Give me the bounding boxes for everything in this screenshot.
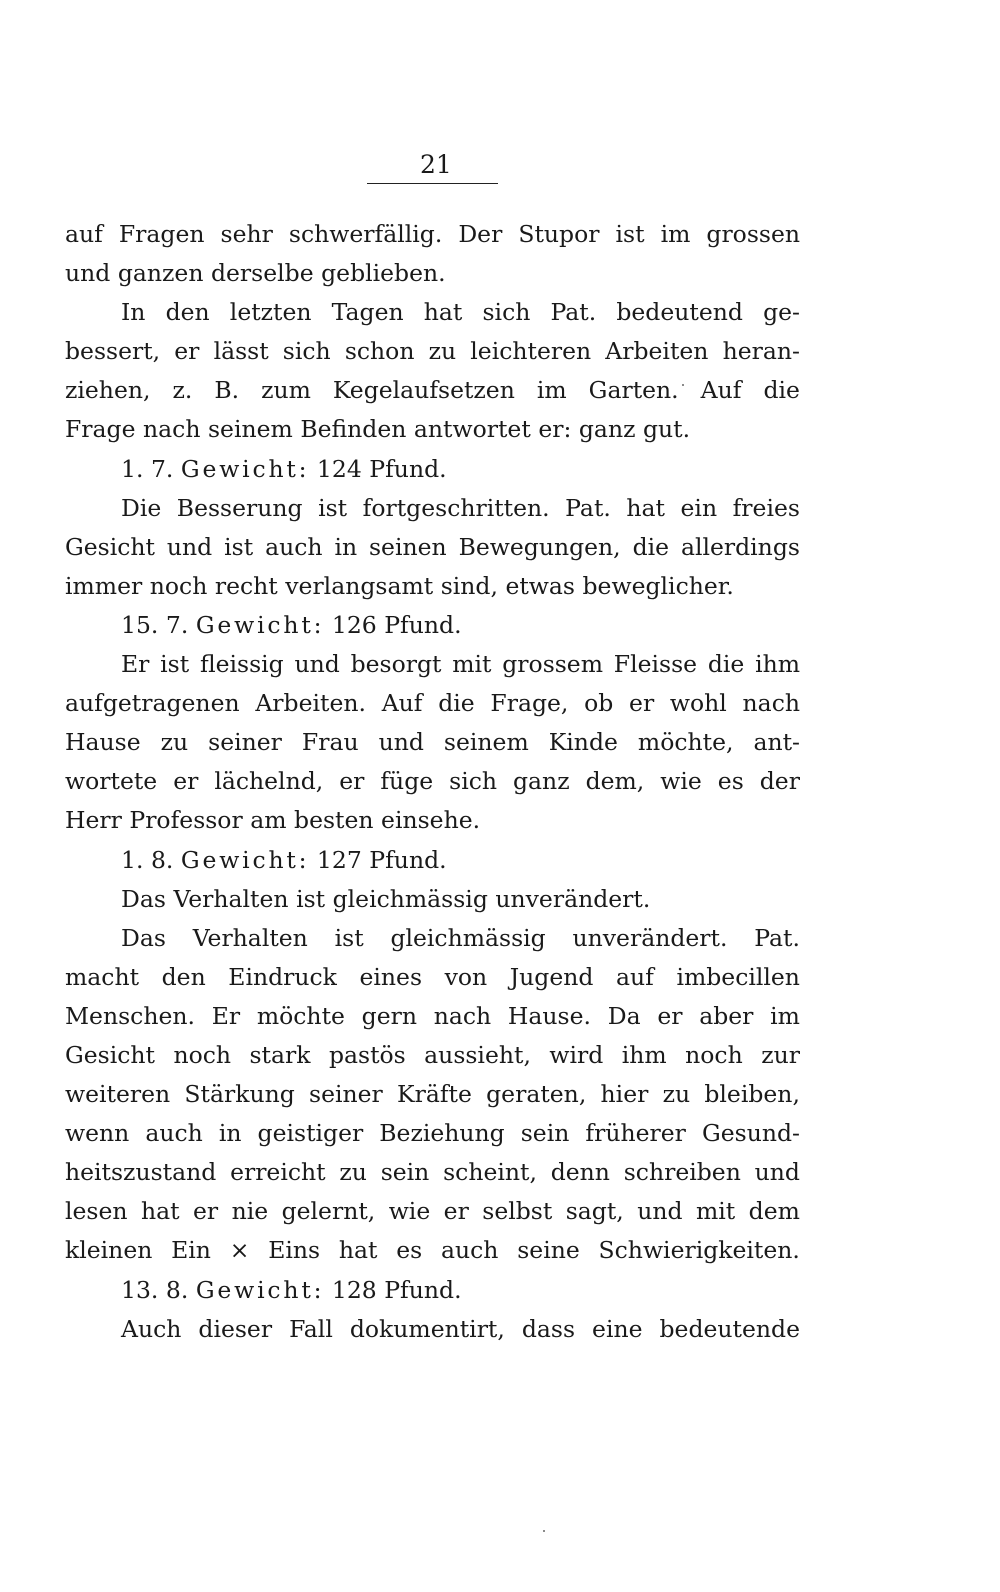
- word: Pat.: [565, 493, 611, 522]
- word: ant-: [753, 728, 800, 757]
- word: zur: [761, 1040, 800, 1069]
- word: gleichmässig: [332, 884, 488, 913]
- word: schon: [344, 337, 415, 366]
- word: selbst: [482, 1197, 553, 1226]
- word: Herr: [65, 806, 122, 835]
- word: seinem: [443, 728, 529, 757]
- word: möchte: [256, 1001, 345, 1030]
- speck: [543, 1530, 545, 1532]
- word: ist: [615, 220, 645, 248]
- text-line: [65, 645, 800, 684]
- word: wohl: [669, 689, 727, 718]
- word: sind,: [440, 571, 498, 600]
- page-number: 21: [420, 150, 452, 179]
- word: er: [193, 1197, 219, 1226]
- word: scheint,: [443, 1158, 537, 1187]
- word: zu: [339, 1158, 367, 1187]
- word: Menschen.: [65, 1001, 195, 1030]
- word: wie: [660, 767, 702, 796]
- word: er: [657, 1001, 683, 1030]
- word: ganz: [513, 767, 570, 796]
- word: wenn: [65, 1119, 130, 1148]
- word: Pat.: [754, 923, 800, 952]
- word: im: [536, 376, 567, 405]
- text-line: [65, 1114, 800, 1153]
- word: bedeutend: [616, 298, 743, 327]
- word: zu: [160, 728, 189, 757]
- word: Hause: [65, 728, 141, 757]
- word: 1.: [121, 454, 144, 483]
- word: Auf: [381, 689, 423, 718]
- word: ein: [680, 493, 718, 522]
- word: gut.: [642, 415, 691, 444]
- text-line: [65, 410, 800, 449]
- word: 126: [331, 610, 377, 639]
- word: lächelnd,: [214, 767, 324, 796]
- text-line: [65, 1192, 800, 1231]
- word: Auch: [121, 1314, 182, 1343]
- word: schwerfällig.: [288, 220, 443, 248]
- word: im: [660, 220, 691, 248]
- word: geistiger: [257, 1119, 364, 1148]
- text-line: [65, 919, 800, 958]
- text-line: [65, 332, 800, 371]
- word: ist: [334, 923, 364, 952]
- word: schreiben: [623, 1158, 741, 1187]
- word: der: [759, 767, 800, 796]
- word: auf: [65, 220, 103, 248]
- word: und: [294, 650, 340, 679]
- text-line: [65, 1036, 800, 1075]
- text-line: [65, 489, 800, 528]
- word: ganzen: [117, 259, 204, 288]
- text-line: [65, 567, 800, 606]
- word: ihm: [621, 1040, 667, 1069]
- word: noch: [173, 1040, 232, 1069]
- word: gleichmässig: [390, 923, 546, 952]
- word: Verhalten: [173, 884, 289, 913]
- word: Kräfte: [397, 1080, 472, 1109]
- word: er: [174, 337, 200, 366]
- word: Bewegungen,: [458, 532, 621, 561]
- word: leichteren: [470, 337, 592, 366]
- word: nach: [742, 689, 800, 718]
- word: freies: [732, 493, 800, 522]
- word: lesen: [65, 1197, 128, 1226]
- word: recht: [214, 571, 278, 600]
- word: imbecillen: [676, 962, 800, 991]
- word: die: [438, 689, 475, 718]
- word: dieser: [198, 1314, 273, 1343]
- word: noch: [149, 571, 208, 600]
- word: Frage: [65, 415, 136, 444]
- word: sein: [520, 1119, 570, 1148]
- body-text: [65, 215, 800, 1349]
- word: 7.: [165, 610, 189, 639]
- word: auf: [616, 962, 654, 991]
- text-line: [65, 528, 800, 567]
- word: es: [396, 1236, 423, 1265]
- text-line: [65, 880, 800, 919]
- word: heitszustand: [65, 1158, 217, 1187]
- word: Stärkung: [184, 1080, 295, 1109]
- word: seine: [517, 1236, 580, 1265]
- word: Befinden: [300, 415, 407, 444]
- word: sagt,: [565, 1197, 624, 1226]
- text-line: [65, 997, 800, 1036]
- word: Kinde: [548, 728, 618, 757]
- text-line: [65, 254, 800, 293]
- word: aussieht,: [424, 1040, 531, 1069]
- word: Hause.: [507, 1001, 591, 1030]
- word: hat: [140, 1197, 180, 1226]
- word: füge: [380, 767, 434, 796]
- word: ziehen,: [65, 376, 151, 405]
- word: geraten,: [486, 1080, 587, 1109]
- word: unverändert.: [495, 884, 651, 913]
- word: früherer: [585, 1119, 686, 1148]
- word: besten: [294, 806, 374, 835]
- word: und: [637, 1197, 683, 1226]
- word: zu: [428, 337, 457, 366]
- word: letzten: [229, 298, 312, 327]
- word: und: [166, 532, 213, 561]
- word: und: [65, 259, 111, 288]
- word: ist: [160, 650, 190, 679]
- word: grossen: [706, 220, 800, 248]
- word: mit: [695, 1197, 736, 1226]
- word: ist: [296, 884, 326, 913]
- word: hat: [626, 493, 665, 522]
- word: Pfund.: [369, 845, 447, 874]
- word: sich: [449, 767, 498, 796]
- word: Arbeiten: [605, 337, 709, 366]
- word: er: [173, 767, 199, 796]
- word: fortgeschritten.: [362, 493, 550, 522]
- word: zu: [662, 1080, 691, 1109]
- word: weiteren: [65, 1080, 171, 1109]
- word: ×: [229, 1236, 250, 1265]
- text-line: [65, 958, 800, 997]
- word: Der: [458, 220, 503, 248]
- word: In: [121, 298, 146, 327]
- word: 7.: [150, 454, 174, 483]
- word: zum: [261, 376, 311, 405]
- text-line: [65, 801, 800, 840]
- word: sich: [282, 337, 331, 366]
- word: möchte,: [637, 728, 734, 757]
- word: pastös: [328, 1040, 406, 1069]
- word: Stupor: [518, 220, 600, 248]
- word: Er: [121, 650, 150, 679]
- word: Frau: [301, 728, 359, 757]
- word: fleissig: [199, 650, 284, 679]
- word: 128: [331, 1275, 377, 1304]
- word: grossem: [502, 650, 604, 679]
- word: ge-: [763, 298, 800, 327]
- word: geblieben.: [321, 259, 446, 288]
- word: Professor: [129, 806, 243, 835]
- word: auch: [265, 532, 323, 561]
- word: eines: [359, 962, 423, 991]
- word: 8.: [165, 1275, 189, 1304]
- word: Gewicht:: [195, 1275, 325, 1304]
- word: Gesicht: [65, 1040, 155, 1069]
- word: und: [378, 728, 424, 757]
- word: nach: [143, 415, 201, 444]
- word: 13.: [121, 1275, 159, 1304]
- speck: [682, 384, 684, 386]
- word: er: [629, 689, 655, 718]
- word: dem: [748, 1197, 800, 1226]
- word: etwas: [505, 571, 575, 600]
- word: einsehe.: [381, 806, 481, 835]
- word: Schwierigkeiten.: [598, 1236, 800, 1265]
- word: er: [443, 1197, 469, 1226]
- word: Gewicht:: [180, 454, 310, 483]
- word: sehr: [220, 220, 273, 248]
- word: aber: [699, 1001, 754, 1030]
- text-line: [65, 762, 800, 801]
- word: sich: [482, 298, 531, 327]
- word: unverändert.: [572, 923, 728, 952]
- word: Das: [121, 884, 166, 913]
- word: Kegelaufsetzen: [332, 376, 515, 405]
- word: wird: [549, 1040, 604, 1069]
- word: seinen: [369, 532, 447, 561]
- text-line: [65, 293, 800, 332]
- word: seiner: [309, 1080, 383, 1109]
- word: ganz: [578, 415, 636, 444]
- word: Eindruck: [228, 962, 337, 991]
- word: und: [754, 1158, 800, 1187]
- word: dokumentirt,: [349, 1314, 505, 1343]
- word: ihm: [755, 650, 800, 679]
- word: auch: [145, 1119, 203, 1148]
- word: kleinen: [65, 1236, 153, 1265]
- word: wie: [388, 1197, 431, 1226]
- text-line: [65, 606, 800, 645]
- word: nie: [231, 1197, 269, 1226]
- word: Garten.: [588, 376, 679, 405]
- word: gelernt,: [281, 1197, 376, 1226]
- word: heran-: [722, 337, 800, 366]
- header-rule: [367, 183, 498, 184]
- text-line: [65, 1153, 800, 1192]
- word: Gesicht: [65, 532, 155, 561]
- text-line: [65, 1075, 800, 1114]
- word: Auf: [700, 376, 742, 405]
- word: immer: [65, 571, 143, 600]
- word: den: [165, 298, 210, 327]
- word: ist: [224, 532, 254, 561]
- word: besorgt: [350, 650, 442, 679]
- text-line: [65, 1310, 800, 1349]
- word: Gewicht:: [195, 610, 325, 639]
- word: Das: [121, 923, 166, 952]
- word: Fragen: [118, 220, 205, 248]
- word: aufgetragenen: [65, 689, 240, 718]
- word: hat: [423, 298, 463, 327]
- word: hat: [338, 1236, 378, 1265]
- word: Pfund.: [369, 454, 447, 483]
- word: 8.: [150, 845, 174, 874]
- text-line: [65, 723, 800, 762]
- word: denn: [550, 1158, 610, 1187]
- word: Pfund.: [384, 1275, 462, 1304]
- word: den: [161, 962, 206, 991]
- word: z.: [172, 376, 193, 405]
- word: noch: [685, 1040, 743, 1069]
- word: Gewicht:: [180, 845, 310, 874]
- word: ist: [318, 493, 348, 522]
- word: lässt: [213, 337, 269, 366]
- word: in: [218, 1119, 242, 1148]
- word: Verhalten: [192, 923, 308, 952]
- word: 124: [316, 454, 362, 483]
- word: bedeutende: [659, 1314, 800, 1343]
- word: Arbeiten.: [255, 689, 366, 718]
- word: sein: [380, 1158, 430, 1187]
- word: Tagen: [331, 298, 404, 327]
- text-line: [65, 215, 800, 254]
- word: allerdings: [680, 532, 800, 561]
- word: von: [444, 962, 488, 991]
- word: in: [334, 532, 358, 561]
- word: B.: [214, 376, 240, 405]
- word: antwortet: [413, 415, 531, 444]
- word: Da: [607, 1001, 641, 1030]
- word: die: [707, 650, 745, 679]
- word: mit: [452, 650, 492, 679]
- word: auch: [441, 1236, 499, 1265]
- word: gern: [361, 1001, 417, 1030]
- word: derselbe: [210, 259, 314, 288]
- word: macht: [65, 962, 140, 991]
- text-line: [65, 1271, 800, 1310]
- word: beweglicher.: [582, 571, 734, 600]
- word: stark: [249, 1040, 311, 1069]
- word: Fall: [289, 1314, 333, 1343]
- word: 15.: [121, 610, 159, 639]
- word: am: [250, 806, 287, 835]
- word: bessert,: [65, 337, 161, 366]
- word: Pat.: [550, 298, 597, 327]
- word: dass: [521, 1314, 576, 1343]
- word: Frage,: [490, 689, 569, 718]
- word: ob: [584, 689, 614, 718]
- word: 1.: [121, 845, 144, 874]
- word: erreicht: [230, 1158, 326, 1187]
- word: 127: [316, 845, 362, 874]
- word: hier: [600, 1080, 649, 1109]
- word: Jugend: [509, 962, 594, 991]
- word: Er: [211, 1001, 241, 1030]
- word: Besserung: [176, 493, 303, 522]
- word: dem,: [585, 767, 645, 796]
- text-line: [65, 450, 800, 489]
- word: Pfund.: [384, 610, 462, 639]
- word: die: [763, 376, 800, 405]
- word: Eins: [268, 1236, 321, 1265]
- word: verlangsamt: [285, 571, 434, 600]
- text-line: [65, 371, 800, 410]
- word: bleiben,: [704, 1080, 800, 1109]
- word: es: [717, 767, 744, 796]
- text-line: [65, 841, 800, 880]
- text-line: [65, 684, 800, 723]
- word: seiner: [208, 728, 282, 757]
- word: Die: [121, 493, 162, 522]
- word: er: [339, 767, 365, 796]
- word: wortete: [65, 767, 158, 796]
- word: Fleisse: [613, 650, 698, 679]
- word: die: [632, 532, 670, 561]
- word: er:: [538, 415, 572, 444]
- text-line: [65, 1231, 800, 1270]
- word: Ein: [171, 1236, 211, 1265]
- word: nach: [433, 1001, 492, 1030]
- word: Gesund-: [701, 1119, 800, 1148]
- word: im: [770, 1001, 800, 1030]
- word: eine: [592, 1314, 643, 1343]
- word: Beziehung: [379, 1119, 505, 1148]
- word: seinem: [207, 415, 293, 444]
